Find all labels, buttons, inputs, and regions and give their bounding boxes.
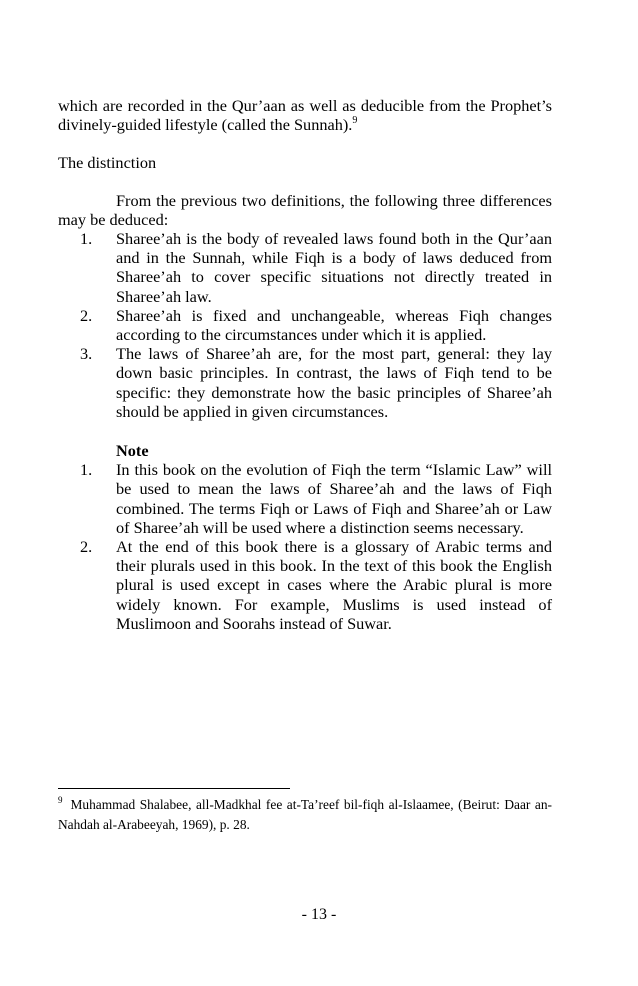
list-item-number: 2. <box>80 537 93 557</box>
intro-paragraph <box>58 96 552 134</box>
page-number: - 13 - <box>301 906 337 923</box>
list-item <box>58 229 552 306</box>
section-heading: The distinction <box>58 153 157 173</box>
note-list <box>58 460 552 633</box>
list-item-number: 3. <box>80 344 93 364</box>
list-item <box>58 460 552 537</box>
note-title: Note <box>116 441 149 461</box>
footnote-divider <box>58 788 290 789</box>
differences-list <box>58 229 552 421</box>
list-item-text: In this book on the evolution of Fiqh the term “Islamic Law” will be used to mean the laws of Sharee’ah and the laws of Fiqh combined. The terms Fiqh or Laws of Fiqh and Sharee’ah or Law of Sharee’ah will be used where a distinction seems necessary. <box>116 460 552 537</box>
list-item-text: Sharee’ah is fixed and unchangeable, whereas Fiqh changes according to the circumstances under which it is applied. <box>116 305 552 345</box>
list-item-number: 2. <box>80 305 93 325</box>
list-item-text: The laws of Sharee’ah are, for the most part, general: they lay down basic principles. In contrast, the laws of Fiqh tend to be specific: they demonstrate how the basic principles of Sharee’ah should be applied in given circumstances. <box>116 344 552 421</box>
page-body <box>58 96 552 633</box>
footnote-text: Muhammad Shalabee, all-Madkhal fee at-Ta’reef bil-fiqh al-Islaamee, (Beirut: Daar an-Nahdah al-Arabeeyah, 1969), p. 28. <box>58 797 552 832</box>
lead-paragraph: From the previous two definitions, the following three differences may be deduced: <box>58 190 552 229</box>
list-item-text: Sharee’ah is the body of revealed laws found both in the Qur’aan and in the Sunnah, while Fiqh is a body of laws deduced from Sharee’ah to cover specific situations not directly treated in Sharee’ah law. <box>116 229 552 306</box>
list-item-number: 1. <box>80 460 93 480</box>
list-item-number: 1. <box>80 229 93 249</box>
footnote <box>58 795 552 835</box>
intro-text: which are recorded in the Qur’aan as well as deducible from the Prophet’s divinely-guided lifestyle (called the Sunnah). <box>58 96 552 135</box>
footnote-reference[interactable]: 9 <box>352 115 358 127</box>
list-item <box>58 537 552 633</box>
list-item-text: At the end of this book there is a glossary of Arabic terms and their plurals used in this book. In the text of this book the English plural is used except in cases where the Arabic plural is more widely known. For example, Muslims is used instead of Muslimoon and Soorahs instead of Suwar. <box>116 537 552 633</box>
footnote-marker: 9 <box>58 795 63 805</box>
list-item <box>58 306 552 344</box>
list-item <box>58 344 552 421</box>
